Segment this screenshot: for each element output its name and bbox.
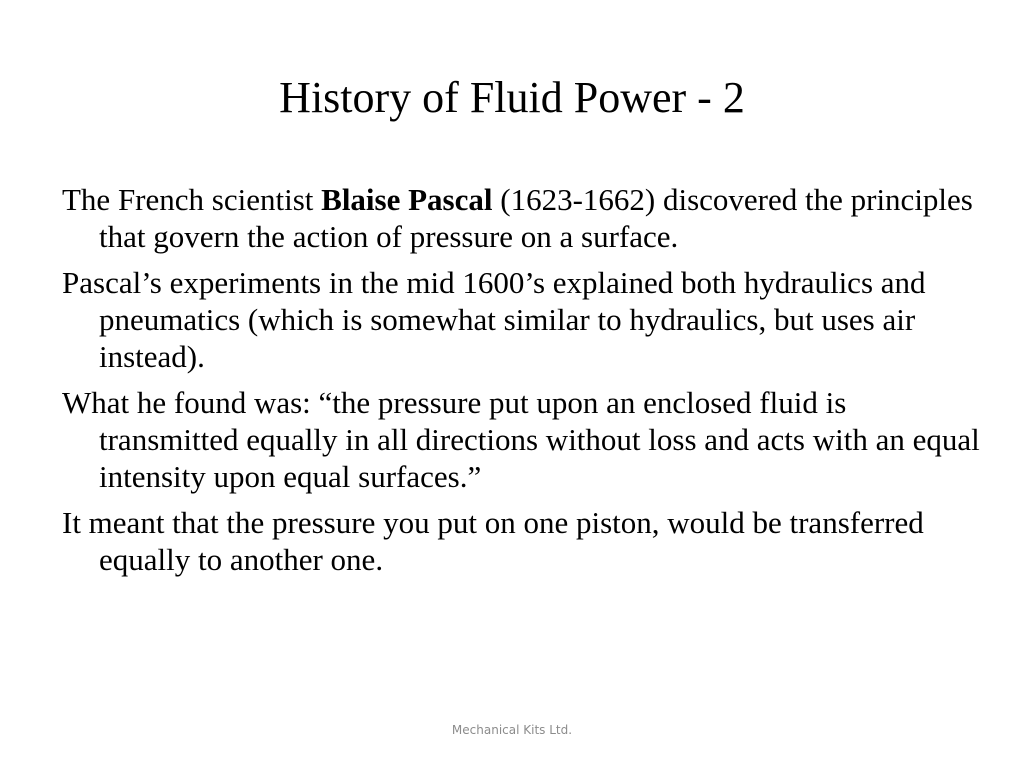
pascal-name-bold: Blaise Pascal [321,182,493,217]
paragraph-experiments: Pascal’s experiments in the mid 1600’s explained both hydraulics and pneumatics (which is somewhat similar to hydraulics, but uses air instead). [62,265,926,374]
slide-title: History of Fluid Power - 2 [279,73,745,122]
slide-body [62,181,982,587]
paragraph-text: (1623-1662) discovered the principles that govern the action of pressure on a surface. [99,182,973,254]
paragraph-findings: What he found was: “the pressure put upon an enclosed fluid is transmitted equally in all directions without loss and acts with an equal intensity upon equal surfaces.” [62,385,980,494]
footer-company: Mechanical Kits Ltd. [451,723,573,737]
paragraph-piston: It meant that the pressure you put on one piston, would be transferred equally to another one. [62,505,924,577]
paragraph-text: The French scientist [62,182,322,217]
paragraph-pascal-intro [62,181,982,255]
